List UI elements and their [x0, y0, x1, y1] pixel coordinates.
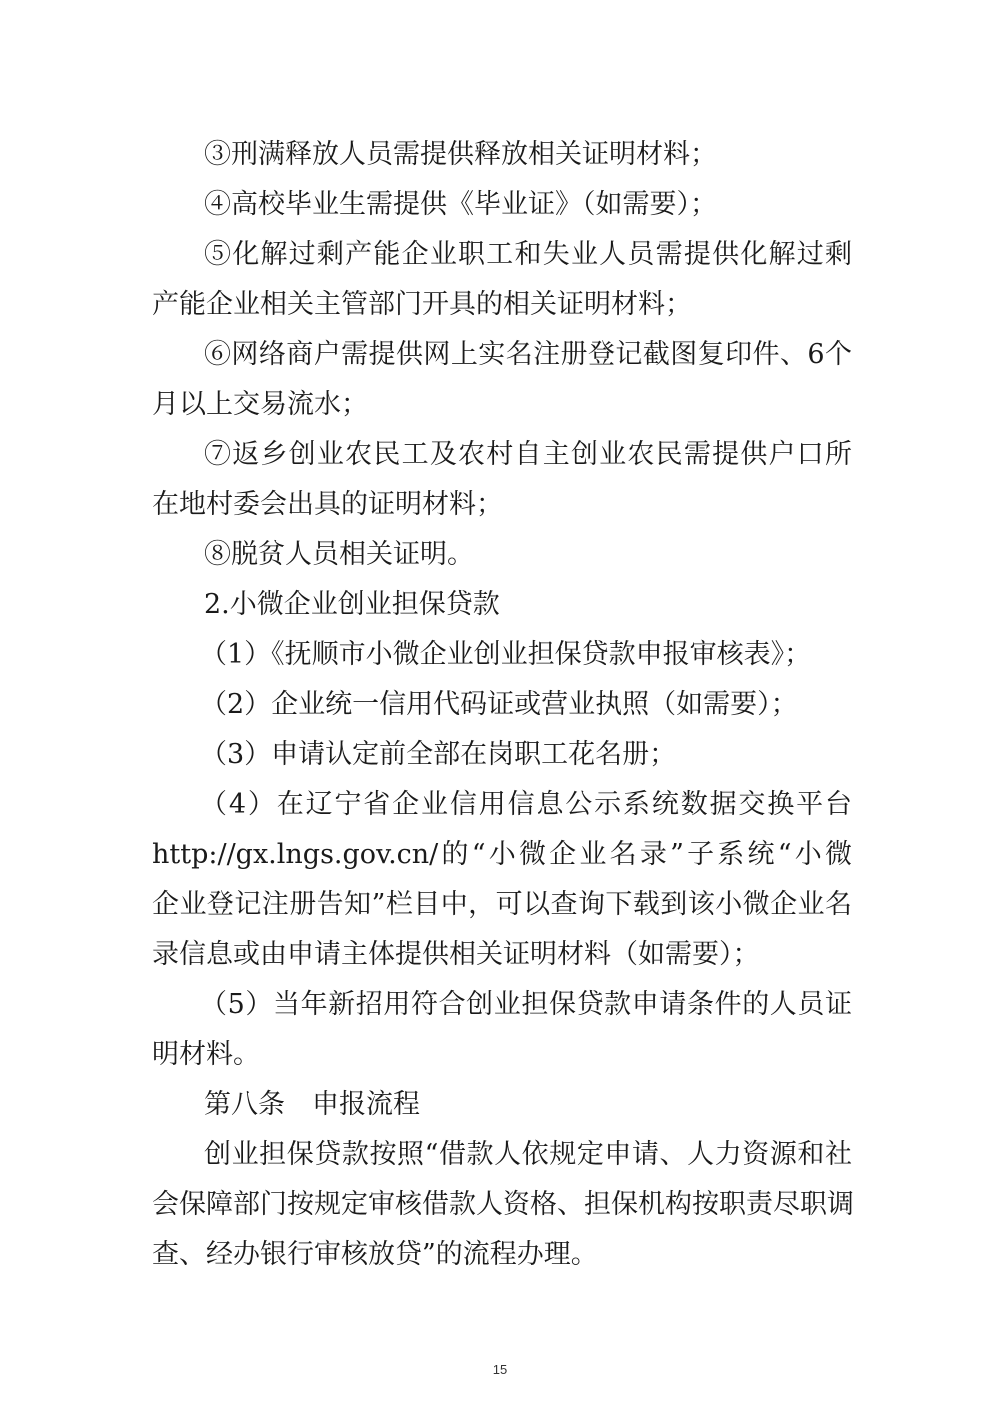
text-line-item-5: ⑤化解过剩产能企业职工和失业人员需提供化解过剩 [204, 239, 852, 270]
text-line-sub-5: （5）当年新招用符合创业担保贷款申请条件的人员证 [200, 989, 852, 1020]
text-line-sub-2: （2）企业统一信用代码证或营业执照（如需要）； [200, 689, 798, 720]
text-line-item-4: ④高校毕业生需提供《毕业证》（如需要）； [204, 189, 717, 220]
text-line-process-2: 会保障部门按规定审核借款人资格、担保机构按职责尽职调 [152, 1189, 854, 1220]
text-line-item-7-cont: 在地村委会出具的证明材料； [152, 489, 503, 520]
text-line-sub-4-cont-2: 录信息或由申请主体提供相关证明材料（如需要）； [152, 939, 760, 970]
article-heading-eight: 第八条 申报流程 [204, 1089, 420, 1120]
text-line-sub-1: （1）《抚顺市小微企业创业担保贷款申报审核表》； [200, 639, 812, 670]
text-line-process-1: 创业担保贷款按照“借款人依规定申请、人力资源和社 [204, 1139, 852, 1170]
text-line-sub-5-cont: 明材料。 [152, 1039, 260, 1070]
text-line-sub-4: （4）在辽宁省企业信用信息公示系统数据交换平台 [200, 789, 852, 820]
text-line-item-7: ⑦返乡创业农民工及农村自主创业农民需提供户口所 [204, 439, 852, 470]
text-line-item-8: ⑧脱贫人员相关证明。 [204, 539, 474, 570]
page-number: 15 [492, 1362, 508, 1377]
text-line-process-3: 查、经办银行审核放贷”的流程办理。 [152, 1239, 598, 1270]
text-line-item-5-cont: 产能企业相关主管部门开具的相关证明材料； [152, 289, 692, 320]
text-line-item-6: ⑥网络商户需提供网上实名注册登记截图复印件、6个 [204, 339, 852, 370]
text-line-sub-3: （3）申请认定前全部在岗职工花名册； [200, 739, 677, 770]
text-line-sub-4-url: http://gx.lngs.gov.cn/的“小微企业名录”子系统“小微 [152, 839, 852, 870]
section-heading-small-micro-loan: 2.小微企业创业担保贷款 [204, 589, 500, 620]
text-line-sub-4-cont-1: 企业登记注册告知”栏目中，可以查询下载到该小微企业名 [152, 889, 852, 920]
text-line-item-3: ③刑满释放人员需提供释放相关证明材料； [204, 139, 717, 170]
text-line-item-6-cont: 月以上交易流水； [152, 389, 368, 420]
